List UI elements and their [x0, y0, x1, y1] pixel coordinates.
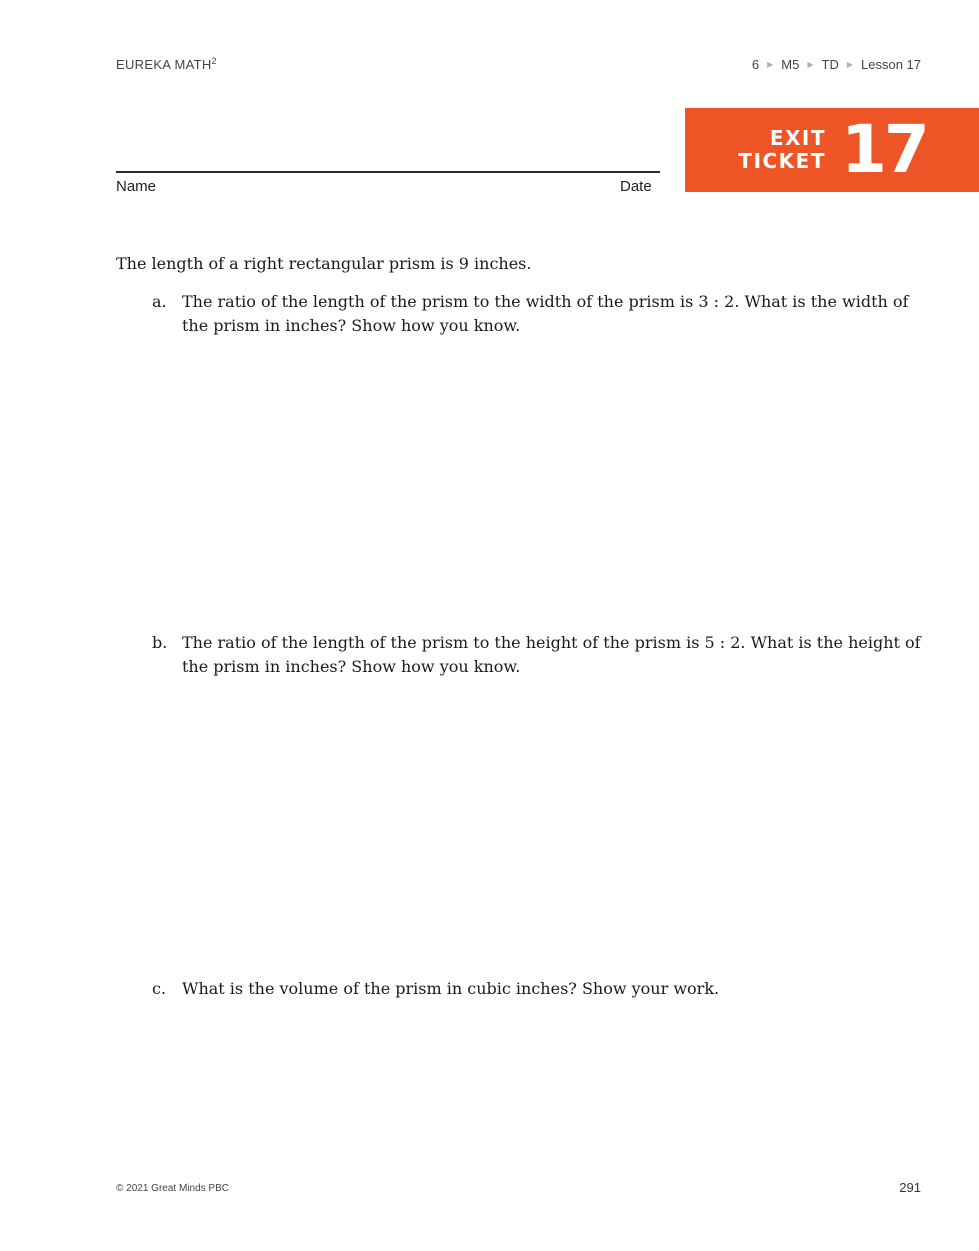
page-number: 291 — [899, 1180, 921, 1195]
part-letter: a. — [152, 292, 167, 311]
brand-superscript: 2 — [211, 56, 217, 66]
brand-name: EUREKA MATH — [116, 57, 212, 72]
exit-ticket-label — [738, 127, 826, 173]
part-c — [152, 977, 932, 1001]
ticket-label: TICKET — [738, 149, 826, 173]
exit-label: EXIT — [769, 126, 826, 150]
exit-ticket-banner — [685, 108, 979, 192]
date-label: Date — [620, 178, 652, 195]
part-b — [152, 631, 932, 679]
breadcrumb-grade: 6 — [751, 57, 760, 72]
name-label: Name — [116, 178, 157, 195]
problem-intro: The length of a right rectangular prism is 9 inches. — [116, 254, 532, 273]
breadcrumb-lesson: Lesson 17 — [861, 57, 921, 72]
brand-logo-text — [116, 56, 217, 72]
part-text: The ratio of the length of the prism to the height of the prism is 5 : 2. What is the height of the prism in inches? Show how you know. — [182, 633, 921, 676]
part-letter: c. — [152, 979, 167, 998]
breadcrumb-module: M5 — [781, 57, 800, 72]
name-date-line[interactable] — [116, 171, 660, 173]
triangle-right-icon: ▶ — [846, 60, 853, 69]
lesson-number: 17 — [841, 111, 927, 188]
breadcrumb — [752, 57, 921, 72]
breadcrumb-topic: TD — [821, 57, 839, 72]
part-text: What is the volume of the prism in cubic inches? Show your work. — [182, 979, 720, 998]
part-text: The ratio of the length of the prism to the width of the prism is 3 : 2. What is the width of the prism in inches? Show how you know. — [182, 292, 909, 335]
part-a — [152, 290, 932, 338]
copyright: © 2021 Great Minds PBC — [116, 1183, 229, 1194]
triangle-right-icon: ▶ — [767, 60, 774, 69]
triangle-right-icon: ▶ — [807, 60, 814, 69]
part-letter: b. — [152, 633, 168, 652]
